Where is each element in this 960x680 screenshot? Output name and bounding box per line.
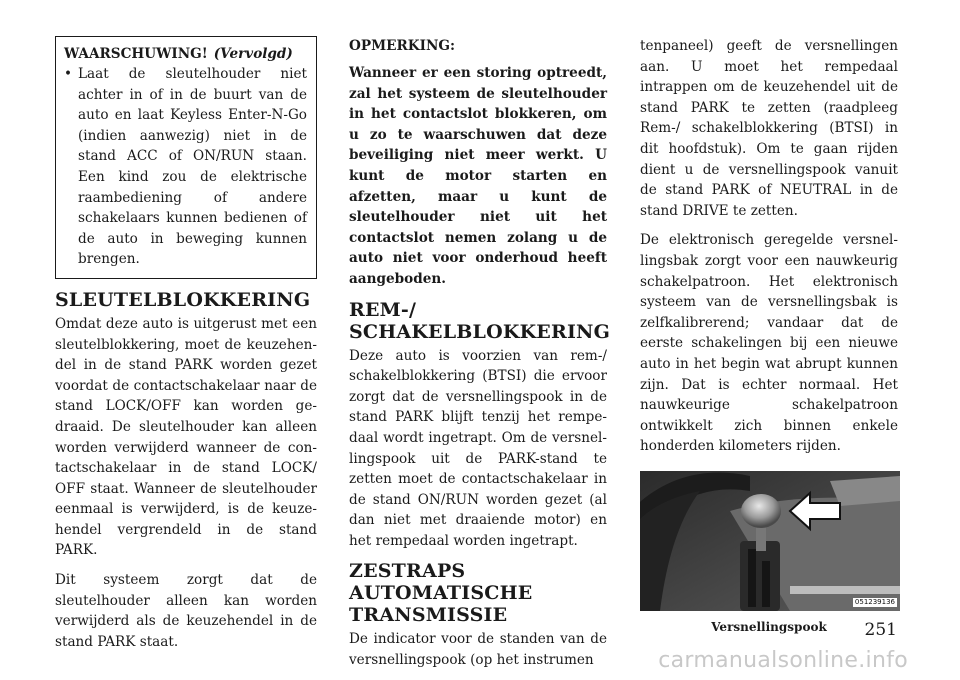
watermark: carmanualsonline.info <box>658 648 908 673</box>
figure-code: 051239136 <box>854 597 895 606</box>
column-middle <box>349 36 611 680</box>
heading-zestraps-line1: ZESTRAPS <box>349 560 466 583</box>
bullet-icon: • <box>64 66 73 82</box>
paragraph-sleutel-2: Dit systeem zorgt dat de sleutelhouder alleen kan worden verwijderd als de keuzehendel in de stand PARK staat. <box>55 572 317 650</box>
note-body: Wanneer er een storing optreedt, zal het systeem de sleutelhouder in het contactslot blokkeren, om u zo te waarschuwen dat deze beveiliging niet meer werkt. U kunt de motor starten en afzetten, maar u kunt de sleutelhouder niet uit het contactslot nemen zolang u de auto niet voor onderhoud heeft aangeboden. <box>349 65 607 287</box>
heading-rem-schakelblokkering <box>349 298 611 343</box>
page-number: 251 <box>864 620 897 640</box>
paragraph-zestraps-1-cont: tenpaneel) geeft de versnellingen aan. U moet het rempedaal intrappen om de keuzehendel uit de stand PARK te zetten (raadpleeg Rem-/ schakelblokkering (BTSI) in dit hoofdstuk). Om te gaan rijden dient u de versnellingspook vanuit de stand PARK of NEUTRAL in de stand DRIVE te zetten. <box>640 38 898 219</box>
paragraph-sleutel-1: Omdat deze auto is uitgerust met een sleutelblokkering, moet de keuzehendel in de stand PARK worden gezet voordat de contactschakelaar naar de stand LOCK/OFF kan worden gedraaid. De sleutelhouder kan alleen worden verwijderd wanneer de contactschakelaar in de stand LOCK/ OFF staat. Wanneer de sleutelhouder eenmaal is verwijderd, is de keuzehendel vergrendeld in de stand PARK. <box>55 315 317 559</box>
paragraph-zestraps-1-start: De indicator voor de standen van de versnellingspook (op het instrumen <box>349 631 607 669</box>
warning-item-text: Laat de sleutelhouder niet achter in of in de buurt van de auto en laat Keyless Enter-N-Go (indien aanwezig) niet in de stand ACC of ON/RUN staan. Een kind zou de elektrische raambediening of andere schakelaars kunnen bedienen of de auto in beweging kunnen brengen. <box>78 66 307 268</box>
column-left <box>55 36 317 661</box>
heading-rem-line1: REM-/ <box>349 298 417 321</box>
heading-zestraps-line2: AUTOMATISCHE <box>349 582 533 605</box>
warning-title-text: WAARSCHUWING! <box>64 46 208 62</box>
warning-title <box>64 44 307 64</box>
heading-zestraps-line3: TRANSMISSIE <box>349 604 508 627</box>
warning-box <box>55 36 317 279</box>
warning-continued: (Vervolgd) <box>213 46 293 62</box>
figure-caption: Versnellingspook <box>711 619 827 634</box>
paragraph-rem-1: Deze auto is voorzien van rem-/ schakelblokkering (BTSI) die ervoor zorgt dat de versnellingspook in de stand PARK blijft tenzij het rempedaal wordt ingetrapt. Om de versnellingspook uit de PARK-stand te zetten moet de contactschakelaar in de stand ON/RUN worden gezet (al dan niet met draaiende motor) en het rempedaal worden ingetrapt. <box>349 347 607 549</box>
warning-list-item <box>64 64 307 270</box>
column-right <box>640 36 898 634</box>
paragraph-zestraps-2: De elektronisch geregelde versnellingsbak zorgt voor een nauwkeurig schakelpatroon. Het elektronisch systeem van de versnellingsbak is zelfkalibrerend; vandaar dat de eerste schakelingen bij een nieuwe auto in het begin wat abrupt kunnen zijn. Dat is echter normaal. Het nauwkeurige schakelpatroon ontwikkelt zich binnen enkele honderden kilometers rijden. <box>640 232 898 455</box>
gear-shifter-photo <box>640 471 900 611</box>
heading-rem-line2: SCHAKELBLOKKERING <box>349 320 611 343</box>
note-title: OPMERKING: <box>349 38 455 54</box>
heading-sleutelblokkering: SLEUTELBLOKKERING <box>55 288 311 311</box>
gear-shifter-illustration <box>640 471 900 611</box>
heading-zestraps <box>349 560 607 626</box>
